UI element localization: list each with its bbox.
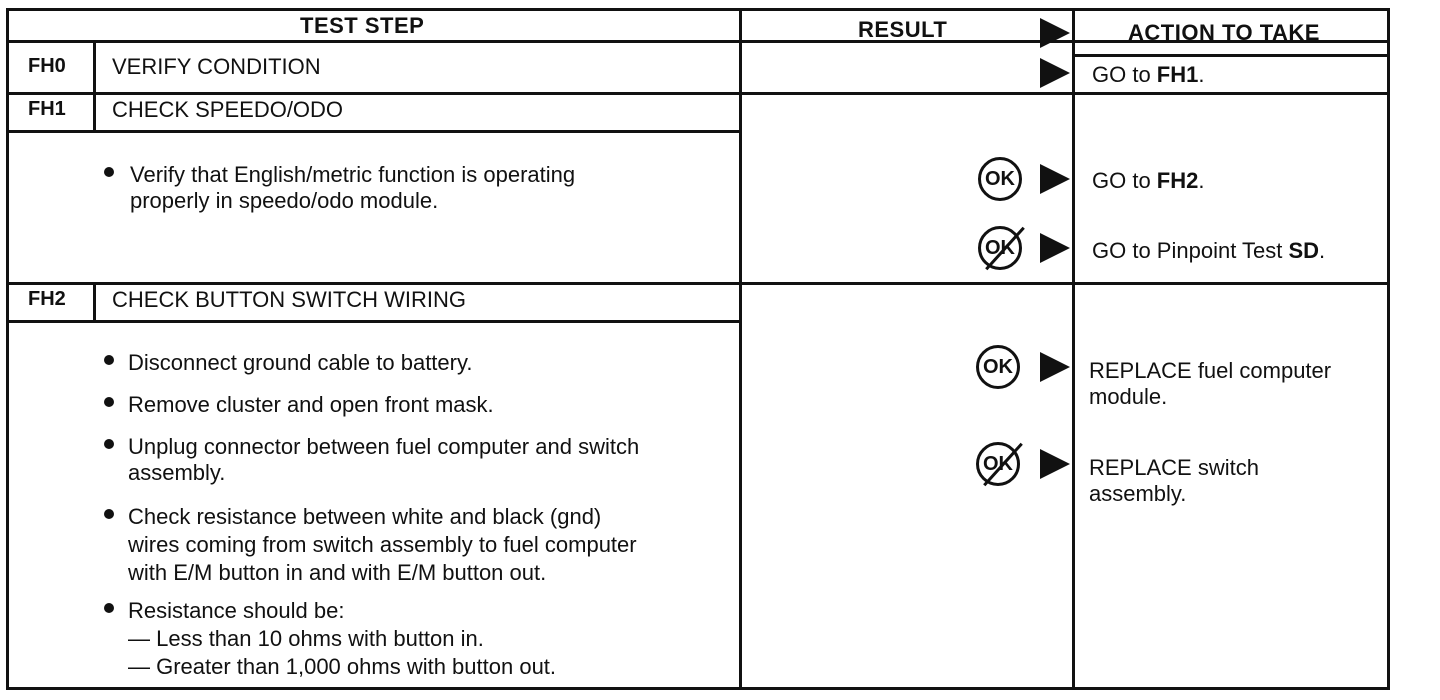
code-divider-fh2 (93, 282, 96, 320)
bullet-icon (104, 167, 114, 177)
fh2-notok-action-line: REPLACE switch (1089, 455, 1259, 480)
fh2-ok-action-line: REPLACE fuel computer (1089, 358, 1332, 383)
bullet-icon (104, 355, 114, 365)
col-divider-step-result (739, 8, 742, 690)
fh1-notok-action: GO to Pinpoint Test SD. (1092, 238, 1326, 263)
header-result: RESULT (858, 17, 948, 42)
not-ok-result-icon: OK (976, 442, 1020, 486)
ok-result-icon: OK (976, 345, 1020, 389)
bullet-icon (104, 439, 114, 449)
step-title-fh2: CHECK BUTTON SWITCH WIRING (112, 287, 467, 312)
fh2-step-line: — Less than 10 ohms with button in. (128, 626, 484, 651)
fh2-step-line: assembly. (128, 460, 226, 485)
fh2-step-line: Resistance should be: (128, 598, 345, 623)
divider-fh1-title (6, 130, 742, 133)
fh2-ok-arrow-icon (1040, 352, 1070, 382)
not-ok-result-icon: OK (978, 226, 1022, 270)
fh0-action: GO to FH1. (1092, 62, 1205, 87)
step-code-fh2: FH2 (28, 288, 66, 310)
col-divider-result-action (1072, 8, 1075, 690)
fh1-step-line: properly in speedo/odo module. (130, 188, 439, 213)
fh2-notok-action-line: assembly. (1089, 481, 1187, 506)
fh2-notok-arrow-icon (1040, 449, 1070, 479)
step-code-fh1: FH1 (28, 98, 66, 120)
fh0-arrow-icon (1040, 58, 1070, 88)
bullet-icon (104, 603, 114, 613)
header-arrow-icon (1040, 18, 1070, 48)
fh2-step-line: — Greater than 1,000 ohms with button out. (128, 654, 557, 679)
step-title-fh1: CHECK SPEEDO/ODO (112, 97, 344, 122)
header-test-step: TEST STEP (300, 13, 425, 38)
fh2-step-line: Disconnect ground cable to battery. (128, 350, 473, 375)
fh2-ok-action-line: module. (1089, 384, 1168, 409)
fh2-step-line: wires coming from switch assembly to fuel computer (128, 532, 637, 557)
step-title-fh0: VERIFY CONDITION (112, 54, 321, 79)
fh2-step-line: Check resistance between white and black (gnd) (128, 504, 602, 529)
fh2-step-line: Unplug connector between fuel computer and switch (128, 434, 640, 459)
fh1-ok-arrow-icon (1040, 164, 1070, 194)
step-code-fh0: FH0 (28, 55, 66, 77)
fh1-ok-action: GO to FH2. (1092, 168, 1205, 193)
divider-fh2-title (6, 320, 742, 323)
header-action: ACTION TO TAKE (1128, 20, 1320, 45)
bullet-icon (104, 397, 114, 407)
divider-fh1 (6, 282, 1390, 285)
ok-result-icon: OK (978, 157, 1022, 201)
fh1-notok-arrow-icon (1040, 233, 1070, 263)
code-divider-fh1 (93, 92, 96, 130)
bullet-icon (104, 509, 114, 519)
fh1-step-line: Verify that English/metric function is operating (130, 162, 576, 187)
fh2-step-line: with E/M button in and with E/M button out. (128, 560, 547, 585)
fh2-step-line: Remove cluster and open front mask. (128, 392, 494, 417)
divider-fh0 (6, 92, 1390, 95)
code-divider-fh0 (93, 40, 96, 92)
divider-action-header (1075, 54, 1390, 57)
